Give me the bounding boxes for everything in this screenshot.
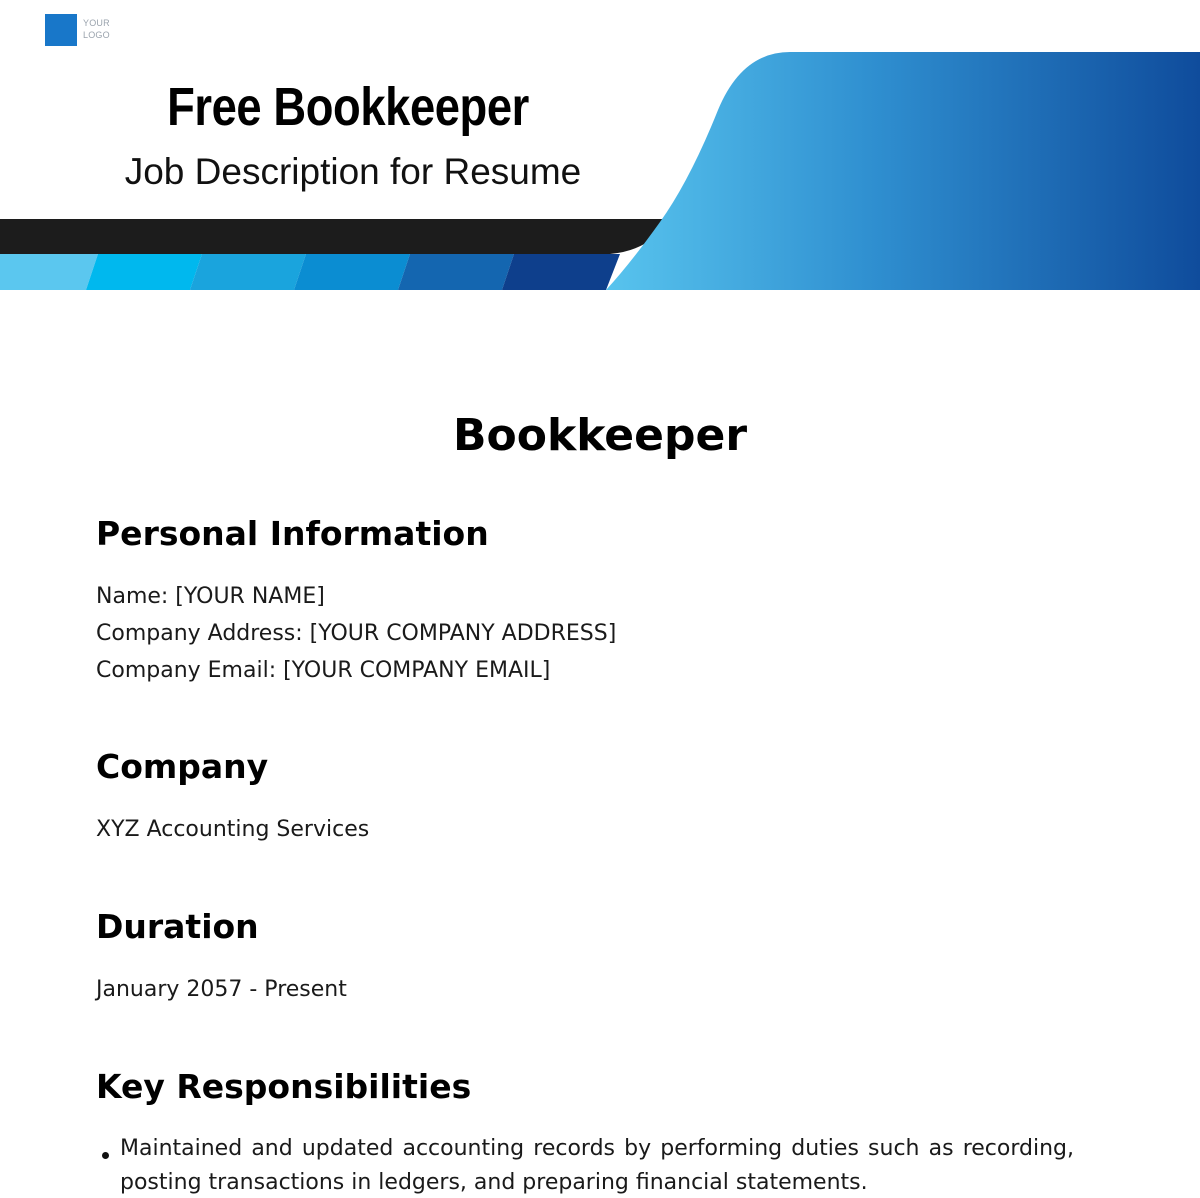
company-value [96, 811, 369, 848]
stripe-5 [398, 254, 514, 290]
personal-information-details [96, 578, 616, 689]
stripe-2 [86, 254, 202, 290]
logo-text [83, 17, 110, 41]
stripe-3 [190, 254, 306, 290]
stripe-6 [502, 254, 620, 290]
logo [45, 14, 110, 46]
duration-value [96, 971, 347, 1008]
responsibilities-list [96, 1132, 1074, 1198]
company-name: XYZ Accounting Services [96, 817, 370, 842]
dark-band [0, 219, 668, 254]
stripe-1 [0, 254, 98, 290]
list-item [96, 1132, 1074, 1198]
logo-square [45, 14, 77, 46]
banner-subtitle: Job Description for Resume [124, 151, 582, 192]
key-responsibilities-heading: Key Responsibilities [96, 1067, 472, 1106]
logo-text-line2: LOGO [83, 30, 110, 40]
header-banner [0, 0, 1200, 290]
banner-title: Free Bookkeeper [167, 77, 529, 137]
duration-heading: Duration [96, 907, 259, 946]
company-address-line: Company Address: [YOUR COMPANY ADDRESS] [96, 621, 617, 646]
stripe-4 [294, 254, 410, 290]
banner-graphic [0, 0, 1200, 290]
personal-information-heading: Personal Information [96, 514, 489, 553]
duration-text: January 2057 - Present [96, 977, 347, 1002]
company-email-line: Company Email: [YOUR COMPANY EMAIL] [96, 658, 551, 683]
document-title: Bookkeeper [452, 410, 748, 461]
name-line: Name: [YOUR NAME] [96, 584, 325, 609]
logo-text-line1: YOUR [83, 18, 110, 28]
company-heading: Company [96, 747, 269, 786]
bullet-icon [102, 1152, 109, 1159]
responsibility-text: Maintained and updated accounting records by performing duties such as recording, posting transactions in ledgers, and preparing financial statements. [120, 1136, 1074, 1195]
